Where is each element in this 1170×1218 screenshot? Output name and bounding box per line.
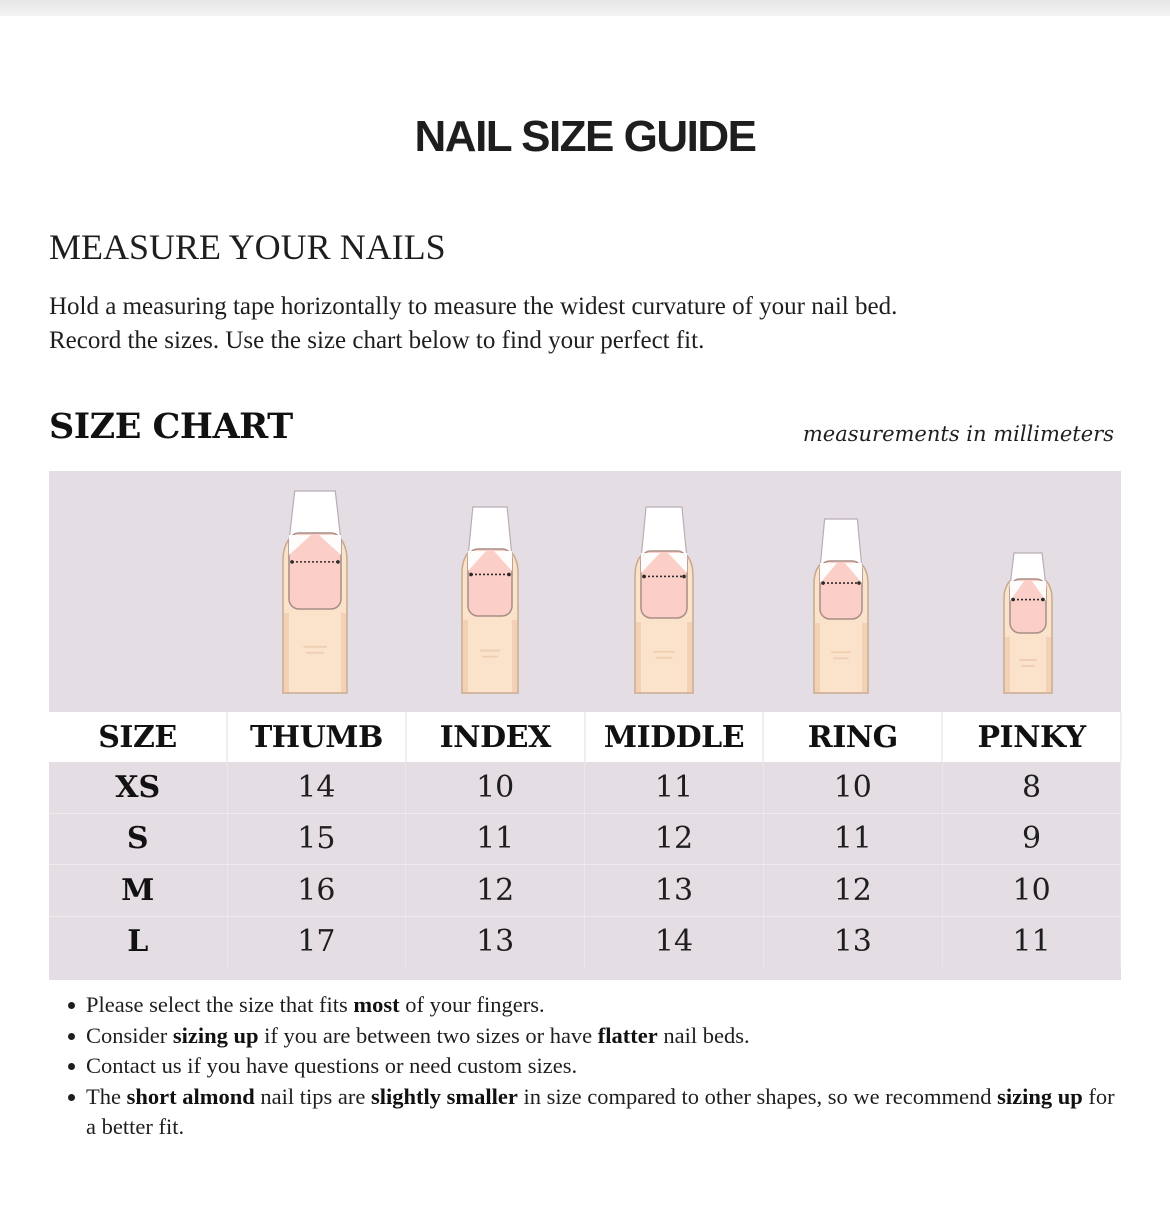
list-item: Please select the size that fits most of your fingers. — [66, 990, 1126, 1021]
table-row — [49, 813, 1121, 865]
table-cell: 11 — [942, 916, 1121, 967]
table-cell: 10 — [406, 762, 585, 813]
pinky-finger-icon — [996, 471, 1060, 695]
table-cell: 14 — [585, 916, 764, 967]
size-label: M — [49, 865, 227, 917]
table-cell: 9 — [942, 813, 1121, 865]
list-item: The short almond nail tips are slightly smaller in size compared to other shapes, so we recommend sizing up for a better fit. — [66, 1082, 1126, 1143]
page-title: NAIL SIZE GUIDE — [414, 112, 756, 161]
table-cell: 14 — [227, 762, 406, 813]
measure-instructions — [49, 290, 1129, 358]
column-header-thumb: THUMB — [227, 712, 406, 762]
table-row — [49, 762, 1121, 813]
size-chart-panel — [49, 471, 1121, 980]
instruction-line-1: Hold a measuring tape horizontally to measure the widest curvature of your nail bed. — [49, 293, 898, 320]
size-table — [49, 712, 1122, 967]
column-header-index: INDEX — [406, 712, 585, 762]
table-row — [49, 916, 1121, 967]
table-row — [49, 865, 1121, 917]
index-finger-icon — [454, 471, 526, 695]
ring-finger-icon — [806, 471, 876, 695]
column-header-size: SIZE — [49, 712, 227, 762]
thumb-finger-icon — [275, 471, 355, 695]
table-cell: 12 — [763, 865, 942, 917]
size-chart-heading: SIZE CHART — [49, 406, 293, 447]
table-cell: 10 — [942, 865, 1121, 917]
table-header-row — [49, 712, 1121, 762]
middle-finger-icon — [627, 471, 701, 695]
table-cell: 12 — [406, 865, 585, 917]
table-cell: 13 — [585, 865, 764, 917]
table-cell: 13 — [406, 916, 585, 967]
list-item: Consider sizing up if you are between two sizes or have flatter nail beds. — [66, 1021, 1126, 1052]
units-note: measurements in millimeters — [802, 422, 1114, 446]
finger-illustrations — [49, 471, 1121, 711]
table-cell: 11 — [585, 762, 764, 813]
size-label: S — [49, 813, 227, 865]
table-cell: 17 — [227, 916, 406, 967]
size-label: XS — [49, 762, 227, 813]
table-cell: 15 — [227, 813, 406, 865]
table-cell: 8 — [942, 762, 1121, 813]
table-cell: 11 — [406, 813, 585, 865]
column-header-ring: RING — [763, 712, 942, 762]
sizing-notes — [66, 990, 1126, 1143]
table-cell: 16 — [227, 865, 406, 917]
instruction-line-2: Record the sizes. Use the size chart below to find your perfect fit. — [49, 327, 705, 354]
table-cell: 10 — [763, 762, 942, 813]
size-label: L — [49, 916, 227, 967]
column-header-pinky: PINKY — [942, 712, 1121, 762]
table-cell: 12 — [585, 813, 764, 865]
top-bar — [0, 0, 1170, 16]
measure-heading: MEASURE YOUR NAILS — [49, 227, 446, 267]
list-item: Contact us if you have questions or need custom sizes. — [66, 1051, 1126, 1082]
table-cell: 13 — [763, 916, 942, 967]
column-header-middle: MIDDLE — [585, 712, 764, 762]
table-cell: 11 — [763, 813, 942, 865]
